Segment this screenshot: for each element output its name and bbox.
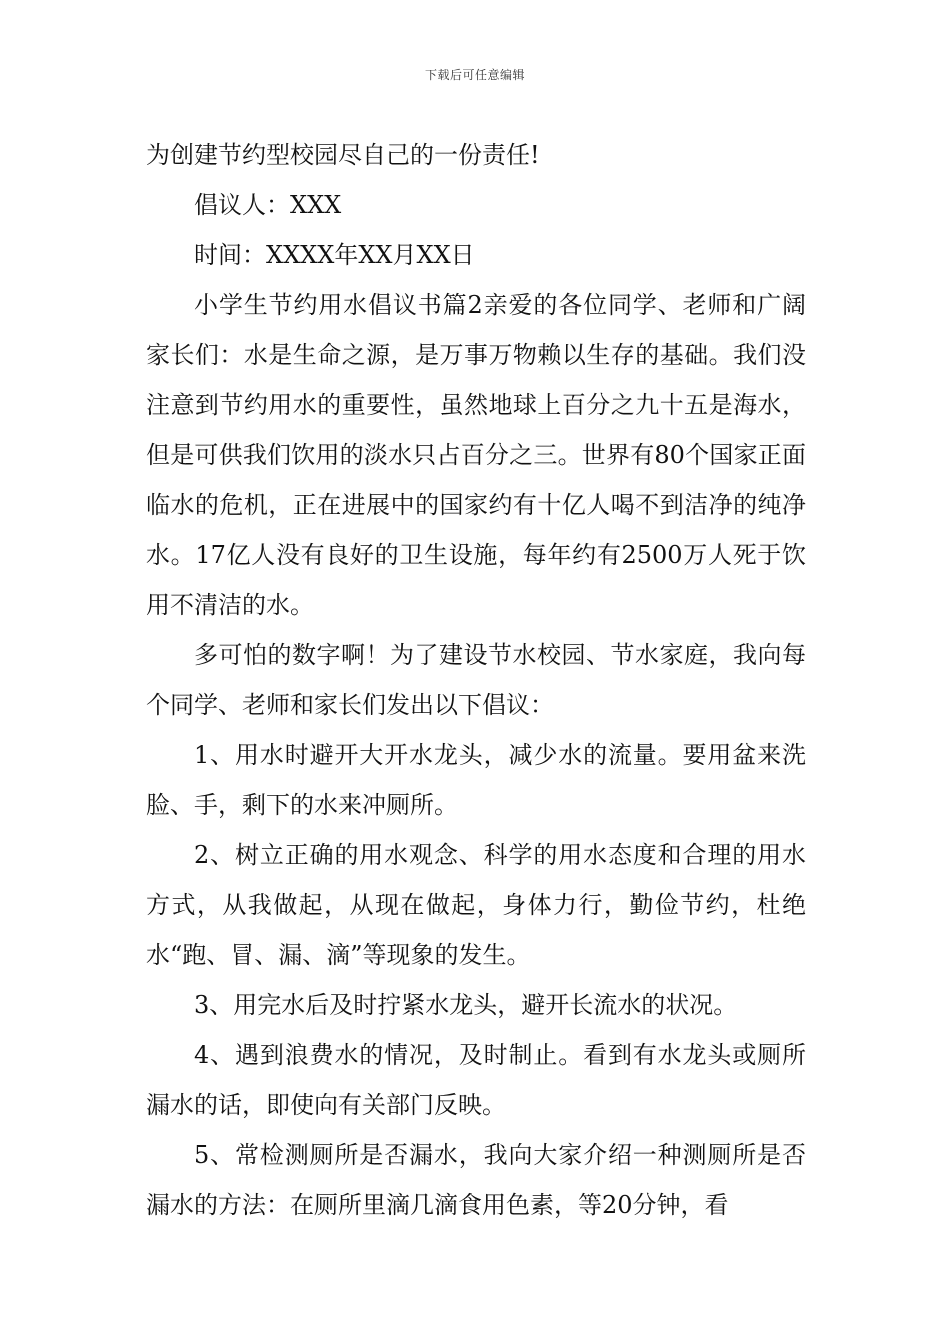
paragraph-call-to-action: 多可怕的数字啊！为了建设节水校园、节水家庭，我向每个同学、老师和家长们发出以下倡议： — [146, 641, 806, 719]
page-header-note: 下载后可任意编辑 — [424, 68, 525, 82]
paragraph-item-1: 1、用水时避开大开水龙头，减少水的流量。要用盆来洗脸、手，剩下的水来冲厕所。 — [146, 741, 806, 819]
paragraph-proposer: 倡议人：XXX — [194, 191, 342, 219]
paragraph-item-3: 3、用完水后及时拧紧水龙头，避开长流水的状况。 — [194, 991, 738, 1019]
paragraph-item-5: 5、常检测厕所是否漏水，我向大家介绍一种测厕所是否漏水的方法：在厕所里滴几滴食用色素，等20分钟，看 — [146, 1141, 806, 1219]
paragraph-item-2: 2、树立正确的用水观念、科学的用水态度和合理的用水方式，从我做起，从现在做起，身体力行，勤俭节约，杜绝水“跑、冒、漏、滴”等现象的发生。 — [146, 841, 806, 969]
paragraph-date: 时间：XXXX年XX月XX日 — [194, 241, 475, 269]
paragraph-closing-line: 为创建节约型校园尽自己的一份责任! — [146, 141, 540, 169]
paragraph-intro: 小学生节约用水倡议书篇2亲爱的各位同学、老师和广阔家长们：水是生命之源，是万事万物赖以生存的基础。我们没注意到节约用水的重要性，虽然地球上百分之九十五是海水，但是可供我们饮用的淡水只占百分之三。世界有80个国家正面临水的危机，正在进展中的国家约有十亿人喝不到洁净的纯净水。17亿人没有良好的卫生设施，每年约有2500万人死于饮用不清洁的水。 — [146, 291, 806, 619]
document-body — [146, 130, 806, 1230]
paragraph-item-4: 4、遇到浪费水的情况，及时制止。看到有水龙头或厕所漏水的话，即使向有关部门反映。 — [146, 1041, 806, 1119]
